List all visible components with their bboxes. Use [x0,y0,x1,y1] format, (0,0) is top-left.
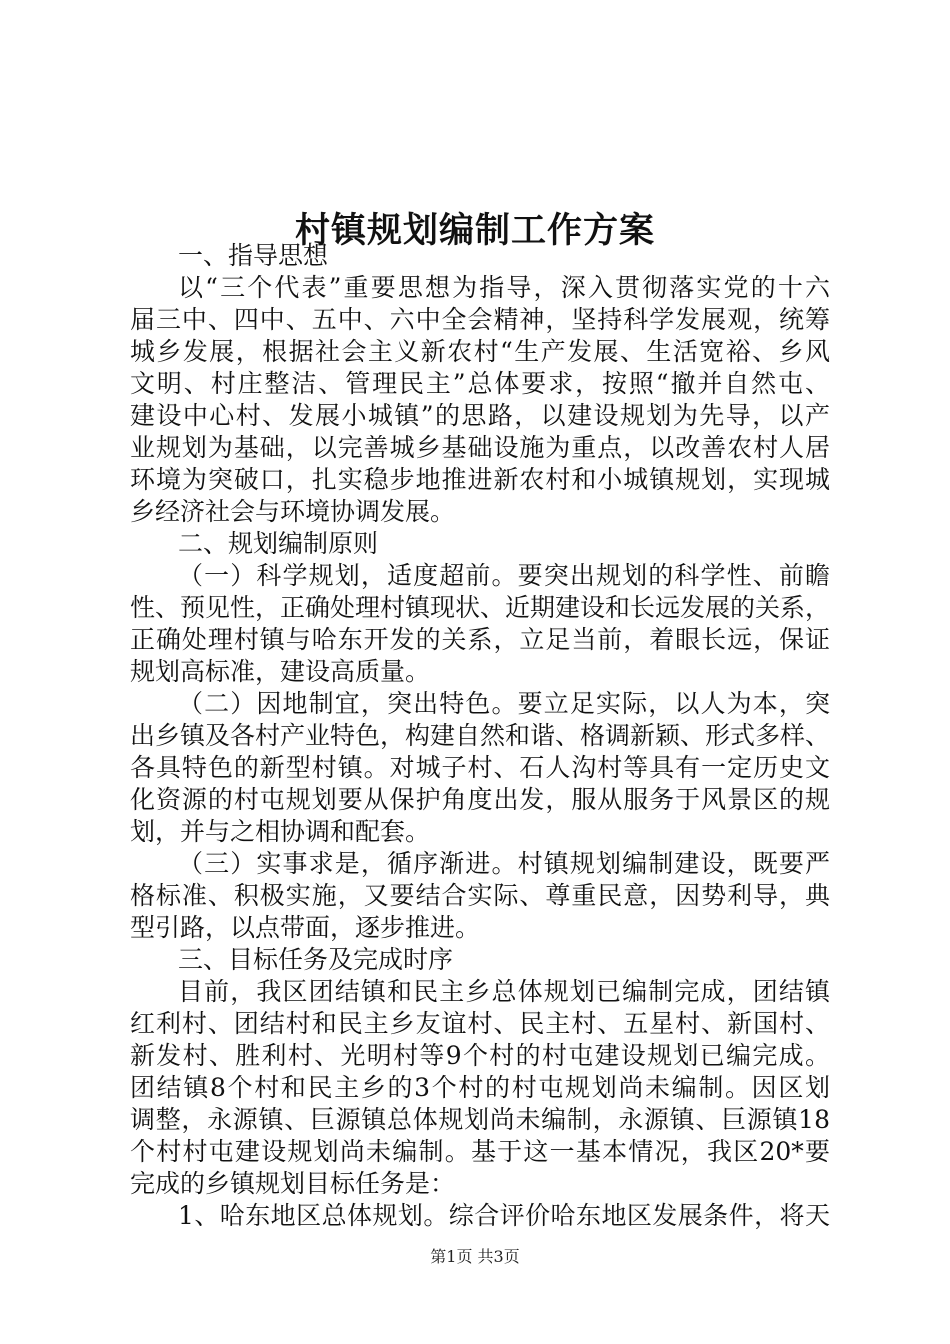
paragraph-line: 正确处理村镇与哈东开发的关系，立足当前，着眼长远，保证 [130,625,830,654]
paragraph-line: 化资源的村屯规划要从保护角度出发，服从服务于风景区的规 [130,785,830,814]
paragraph-line: 型引路，以点带面，逐步推进。 [130,913,481,942]
paragraph-line: 划，并与之相协调和配套。 [130,817,431,846]
paragraph-line: 出乡镇及各村产业特色，构建自然和谐、格调新颖、形式多样、 [130,721,831,750]
page-number: 第1页 共3页 [430,1247,520,1266]
paragraph-line: 红利村、团结村和民主乡友谊村、民主村、五星村、新国村、 [130,1009,830,1038]
paragraph-line: 规划高标准，建设高质量。 [130,657,431,686]
paragraph-line: （三）实事求是，循序渐进。村镇规划编制建设，既要严 [178,849,830,878]
paragraph-line: （二）因地制宜，突出特色。要立足实际，以人为本，突 [178,689,830,718]
paragraph-line: 个村村屯建设规划尚未编制。基于这一基本情况，我区20*要 [130,1137,830,1166]
paragraph-line: 格标准、积极实施，又要结合实际、尊重民意，因势利导，典 [130,881,830,910]
paragraph-line: 建设中心村、发展小城镇”的思路，以建设规划为先导，以产 [130,401,830,430]
paragraph-line: 团结镇8个村和民主乡的3个村的村屯规划尚未编制。因区划 [130,1073,830,1102]
section-heading: 二、规划编制原则 [178,529,379,558]
paragraph-line: 城乡发展，根据社会主义新农村“生产发展、生活宽裕、乡风 [130,337,830,366]
paragraph-line: 业规划为基础，以完善城乡基础设施为重点，以改善农村人居 [130,433,830,462]
section-heading: 三、目标任务及完成时序 [178,945,454,974]
paragraph-line: （一）科学规划，适度超前。要突出规划的科学性、前瞻 [178,561,830,590]
paragraph-line: 届三中、四中、五中、六中全会精神，坚持科学发展观，统筹 [130,305,830,334]
paragraph-line: 乡经济社会与环境协调发展。 [130,497,456,526]
paragraph-line: 新发村、胜利村、光明村等9个村的村屯建设规划已编完成。 [130,1041,830,1070]
paragraph-line: 1、哈东地区总体规划。综合评价哈东地区发展条件，将天 [178,1201,830,1230]
paragraph-line: 文明、村庄整洁、管理民主”总体要求，按照“撤并自然屯、 [130,369,830,398]
paragraph-line: 以“三个代表”重要思想为指导，深入贯彻落实党的十六 [178,273,830,302]
paragraph-line: 各具特色的新型村镇。对城子村、石人沟村等具有一定历史文 [130,753,830,782]
paragraph-line: 完成的乡镇规划目标任务是： [130,1169,456,1198]
paragraph-line: 环境为突破口，扎实稳步地推进新农村和小城镇规划，实现城 [130,465,830,494]
document-title: 村镇规划编制工作方案 [294,210,655,252]
section-heading: 一、指导思想 [178,241,329,270]
paragraph-line: 性、预见性，正确处理村镇现状、近期建设和长远发展的关系， [130,593,831,622]
paragraph-line: 目前，我区团结镇和民主乡总体规划已编制完成，团结镇 [178,977,830,1006]
paragraph-line: 调整，永源镇、巨源镇总体规划尚未编制，永源镇、巨源镇18 [130,1105,830,1134]
